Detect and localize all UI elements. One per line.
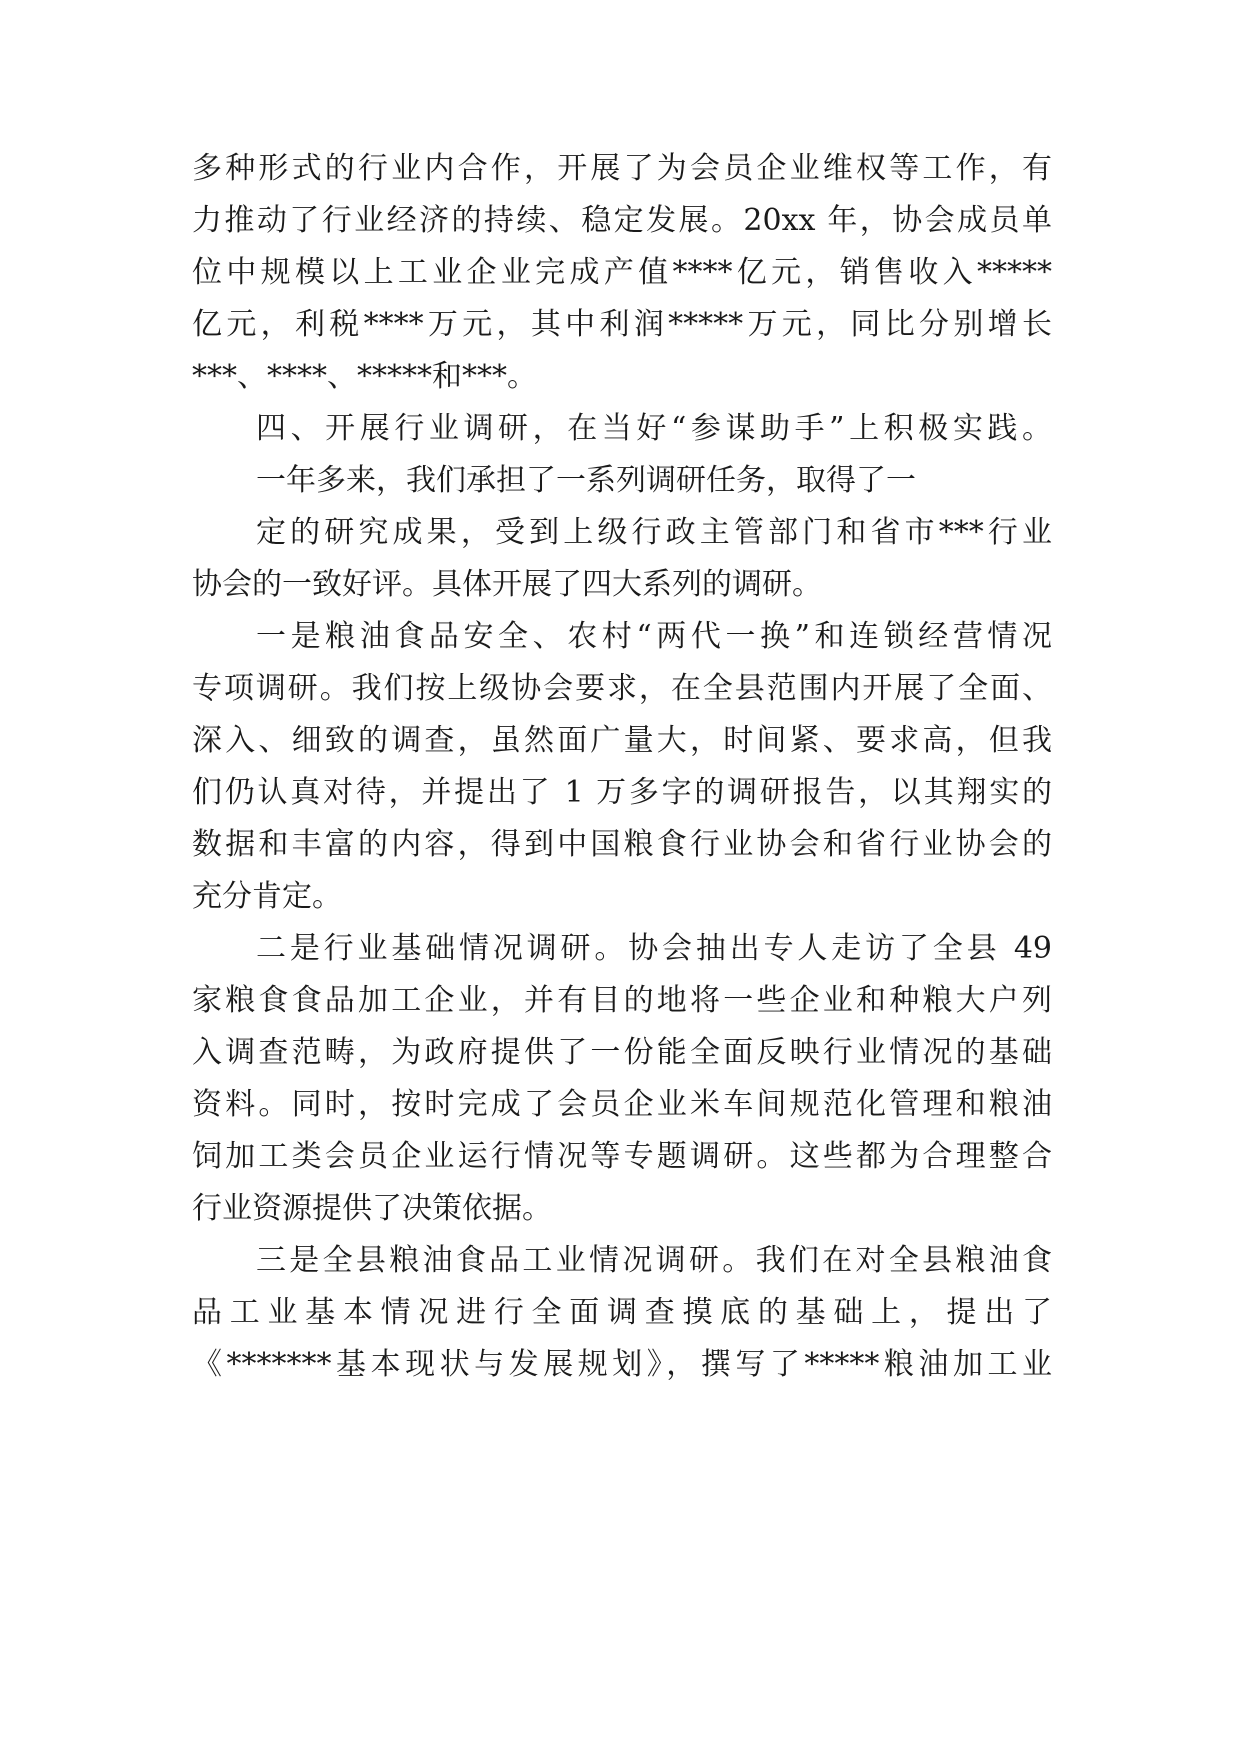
text-line: 二是行业基础情况调研。协会抽出专人走访了全县 49	[256, 931, 1052, 966]
text-line: 们仍认真对待，并提出了 1 万多字的调研报告，以其翔实的	[192, 775, 1052, 810]
text-line: 三是全县粮油食品工业情况调研。我们在对全县粮油食	[256, 1243, 1052, 1278]
text-line: 充分肯定。	[192, 879, 342, 914]
text-line: 资料。同时，按时完成了会员企业米车间规范化管理和粮油	[192, 1087, 1052, 1122]
text-line: 品工业基本情况进行全面调查摸底的基础上，提出了	[192, 1295, 1052, 1330]
text-line: 亿元，利税****万元，其中利润*****万元，同比分别增长	[192, 307, 1052, 342]
text-line: 入调查范畴，为政府提供了一份能全面反映行业情况的基础	[192, 1035, 1052, 1070]
text-line: 行业资源提供了决策依据。	[192, 1191, 552, 1226]
text-line: ***、****、*****和***。	[192, 359, 537, 394]
text-line: 《*******基本现状与发展规划》，撰写了*****粮油加工业	[192, 1347, 1052, 1382]
text-line: 专项调研。我们按上级协会要求，在全县范围内开展了全面、	[192, 671, 1052, 706]
text-line: 位中规模以上工业企业完成产值****亿元，销售收入*****	[192, 255, 1052, 290]
section-heading: 四、开展行业调研，在当好“参谋助手”上积极实践。	[256, 411, 1052, 446]
text-line: 数据和丰富的内容，得到中国粮食行业协会和省行业协会的	[192, 827, 1052, 862]
text-line: 力推动了行业经济的持续、稳定发展。20xx 年，协会成员单	[192, 203, 1052, 238]
text-line: 多种形式的行业内合作，开展了为会员企业维权等工作，有	[192, 151, 1052, 186]
text-line: 饲加工类会员企业运行情况等专题调研。这些都为合理整合	[192, 1139, 1052, 1174]
text-line: 定的研究成果，受到上级行政主管部门和省市***行业	[256, 515, 1052, 550]
text-line: 深入、细致的调查，虽然面广量大，时间紧、要求高，但我	[192, 723, 1052, 758]
text-line: 一年多来，我们承担了一系列调研任务，取得了一	[256, 463, 916, 498]
text-line: 一是粮油食品安全、农村“两代一换”和连锁经营情况	[256, 619, 1052, 654]
text-line: 协会的一致好评。具体开展了四大系列的调研。	[192, 567, 822, 602]
text-line: 家粮食食品加工企业，并有目的地将一些企业和种粮大户列	[192, 983, 1052, 1018]
